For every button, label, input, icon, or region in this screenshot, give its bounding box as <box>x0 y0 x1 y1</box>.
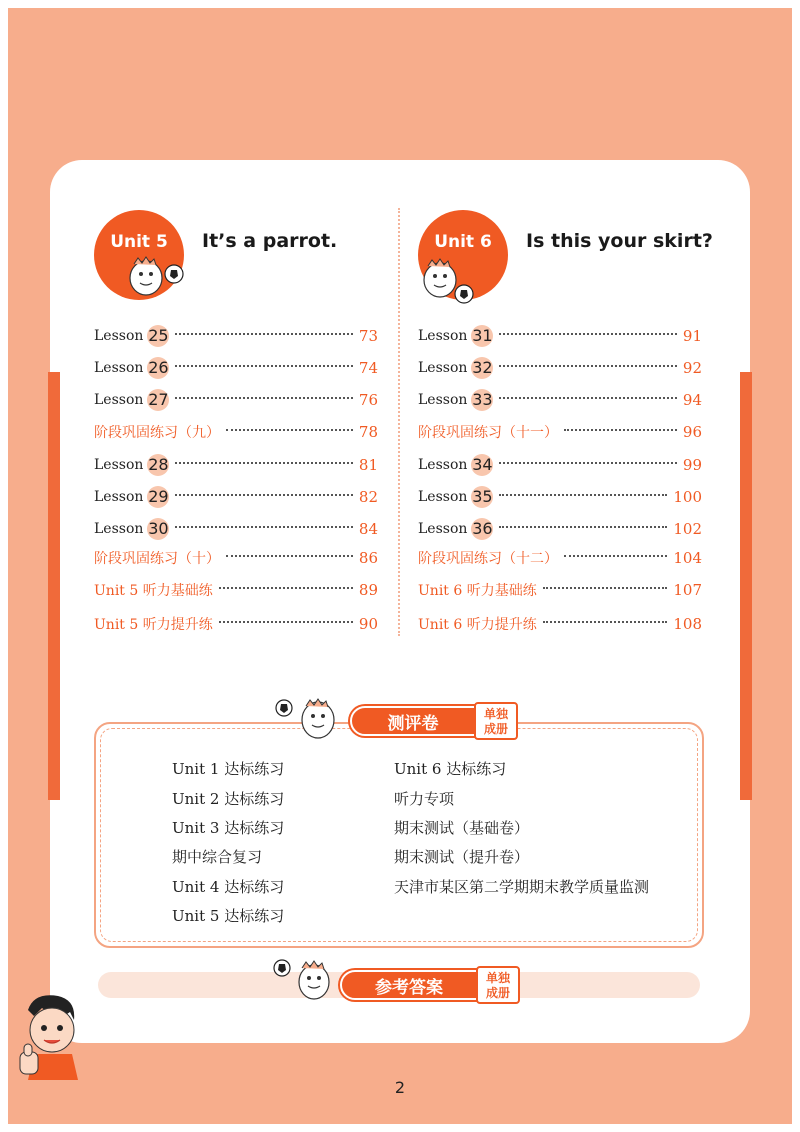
test-item: 期末测试（提升卷） <box>394 848 530 866</box>
toc-row[interactable] <box>418 485 702 509</box>
toc-row-label: 阶段巩固练习（十二） <box>418 551 558 567</box>
page-ref: 92 <box>682 359 702 377</box>
dot-leader <box>175 462 353 464</box>
page-ref: 102 <box>673 520 702 538</box>
toc-row[interactable] <box>94 388 378 412</box>
dot-leader <box>499 462 677 464</box>
page-ref: 96 <box>682 423 702 441</box>
toc-row-label: Lesson <box>418 360 468 376</box>
test-item: Unit 5 达标练习 <box>172 907 285 925</box>
tag-line: 单独 <box>483 707 508 721</box>
toc-row[interactable] <box>418 453 702 477</box>
page-ref: 91 <box>682 327 702 345</box>
answers-title: 参考答案 <box>375 977 443 998</box>
dot-leader <box>543 587 668 589</box>
lesson-number: 35 <box>472 487 493 506</box>
page-ref: 100 <box>673 488 702 506</box>
toc-row-label: 阶段巩固练习（十一） <box>418 425 558 441</box>
dot-leader <box>175 526 353 528</box>
unit-5-badge-label: Unit 5 <box>110 232 168 252</box>
dot-leader <box>564 429 677 431</box>
lesson-number: 36 <box>472 519 493 538</box>
dinosaur-mascot-icon <box>272 694 344 744</box>
page-ref: 73 <box>358 327 378 345</box>
dot-leader <box>219 587 353 589</box>
test-item: Unit 2 达标练习 <box>172 790 285 808</box>
tag-line: 单独 <box>485 971 510 985</box>
page-ref: 78 <box>358 423 378 441</box>
toc-row[interactable] <box>94 485 378 509</box>
lesson-number: 25 <box>148 326 169 345</box>
toc-row[interactable] <box>418 546 702 570</box>
tag-line: 成册 <box>485 986 510 1000</box>
toc-row[interactable] <box>94 578 378 602</box>
page-ref: 82 <box>358 488 378 506</box>
dinosaur-mascot-icon <box>418 256 482 304</box>
toc-row[interactable] <box>94 546 378 570</box>
toc-row[interactable] <box>94 420 378 444</box>
test-item: 天津市某区第二学期期末教学质量监测 <box>394 878 650 896</box>
dot-leader <box>499 365 677 367</box>
toc-row-label: Lesson <box>94 489 144 505</box>
toc-row[interactable] <box>418 420 702 444</box>
unit-6-title: Is this your skirt? <box>526 230 713 252</box>
unit-5-title: It’s a parrot. <box>202 230 338 252</box>
toc-row[interactable] <box>94 453 378 477</box>
toc-row[interactable] <box>94 612 378 636</box>
lesson-number: 32 <box>472 358 493 377</box>
page-ref: 89 <box>358 581 378 599</box>
toc-row[interactable] <box>94 324 378 348</box>
tests-separate-volume-tag <box>474 702 518 740</box>
toc-row-label: 阶段巩固练习（十） <box>94 551 220 567</box>
toc-row-label: Lesson <box>418 328 468 344</box>
page-ref: 99 <box>682 456 702 474</box>
lesson-number: 31 <box>472 326 493 345</box>
toc-row-label: Lesson <box>94 360 144 376</box>
dinosaur-mascot-icon <box>270 956 340 1004</box>
page-ref: 84 <box>358 520 378 538</box>
toc-row-label: 阶段巩固练习（九） <box>94 425 220 441</box>
toc-row-label: Lesson <box>418 457 468 473</box>
page-ref: 104 <box>673 549 702 567</box>
toc-row[interactable] <box>94 356 378 380</box>
toc-row-label: Lesson <box>418 521 468 537</box>
page-ref: 94 <box>682 391 702 409</box>
toc-row[interactable] <box>418 324 702 348</box>
toc-row[interactable] <box>418 578 702 602</box>
dot-leader <box>219 621 353 623</box>
toc-row-label: Lesson <box>418 489 468 505</box>
toc-row-label: Unit 6 听力提升练 <box>418 617 537 633</box>
boy-thumbs-up-icon <box>14 990 86 1080</box>
page-ref: 107 <box>673 581 702 599</box>
page-ref: 76 <box>358 391 378 409</box>
left-edge-bar <box>48 372 60 800</box>
lesson-number: 26 <box>148 358 169 377</box>
lesson-number: 33 <box>472 390 493 409</box>
test-item: 期末测试（基础卷） <box>394 819 530 837</box>
dot-leader <box>175 365 353 367</box>
toc-row-label: Lesson <box>94 457 144 473</box>
test-item: Unit 4 达标练习 <box>172 878 285 896</box>
dot-leader <box>175 397 353 399</box>
answers-separate-volume-tag <box>476 966 520 1004</box>
page-ref: 81 <box>358 456 378 474</box>
dot-leader <box>499 333 677 335</box>
test-item: Unit 1 达标练习 <box>172 760 285 778</box>
answers-banner <box>340 970 516 1000</box>
dot-leader <box>175 494 353 496</box>
toc-row[interactable] <box>418 517 702 541</box>
lesson-number: 28 <box>148 455 169 474</box>
tests-title: 测评卷 <box>387 713 439 734</box>
column-divider <box>398 208 400 636</box>
page-ref: 86 <box>358 549 378 567</box>
page-ref: 90 <box>358 615 378 633</box>
unit-6-badge-label: Unit 6 <box>434 232 492 252</box>
page-ref: 74 <box>358 359 378 377</box>
lesson-number: 30 <box>148 519 169 538</box>
toc-row-label: Lesson <box>94 521 144 537</box>
dot-leader <box>499 397 677 399</box>
dot-leader <box>499 494 667 496</box>
lesson-number: 27 <box>148 390 169 409</box>
dot-leader <box>499 526 667 528</box>
toc-row[interactable] <box>418 388 702 412</box>
dot-leader <box>175 333 353 335</box>
test-item: 期中综合复习 <box>172 848 263 866</box>
test-item: Unit 6 达标练习 <box>394 760 507 778</box>
page-number: 2 <box>394 1078 406 1097</box>
toc-row-label: Unit 5 听力提升练 <box>94 617 213 633</box>
toc-row-label: Lesson <box>418 392 468 408</box>
tests-banner <box>350 706 514 736</box>
page-ref: 108 <box>673 615 702 633</box>
tag-line: 成册 <box>483 722 508 736</box>
toc-row[interactable] <box>418 356 702 380</box>
toc-row-label: Unit 5 听力基础练 <box>94 583 213 599</box>
toc-row-label: Lesson <box>94 392 144 408</box>
dinosaur-mascot-icon <box>122 254 186 300</box>
test-item: 听力专项 <box>394 790 455 808</box>
test-item: Unit 3 达标练习 <box>172 819 285 837</box>
toc-row-label: Lesson <box>94 328 144 344</box>
toc-row-label: Unit 6 听力基础练 <box>418 583 537 599</box>
dot-leader <box>226 429 353 431</box>
lesson-number: 34 <box>472 455 493 474</box>
toc-row[interactable] <box>94 517 378 541</box>
right-edge-bar <box>740 372 752 800</box>
toc-row[interactable] <box>418 612 702 636</box>
dot-leader <box>543 621 668 623</box>
lesson-number: 29 <box>148 487 169 506</box>
dot-leader <box>564 555 667 557</box>
dot-leader <box>226 555 353 557</box>
